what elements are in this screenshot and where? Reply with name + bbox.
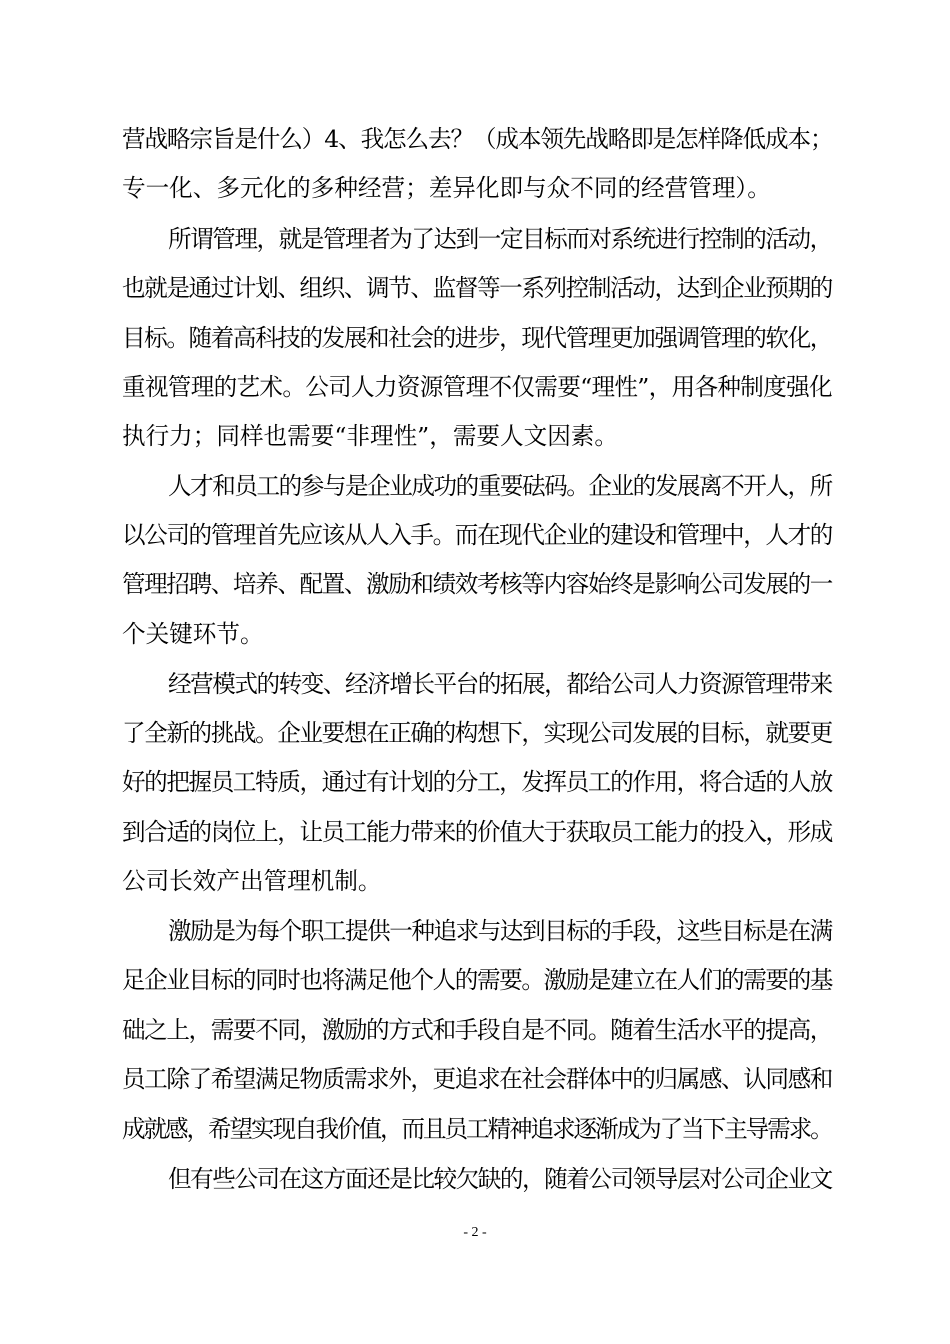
paragraph-2-line-1: 所谓管理，就是管理者为了达到一定目标而对系统进行控制的活动， (168, 225, 832, 253)
paragraph-1-line-1: 营战略宗旨是什么）4、我怎么去？（成本领先战略即是怎样降低成本； (122, 125, 833, 153)
paragraph-5-line-3: 础之上，需要不同，激励的方式和手段自是不同。随着生活水平的提高， (122, 1016, 832, 1044)
page-number: - 2 - (463, 1225, 487, 1240)
paragraph-5-line-5: 成就感，希望实现自我价值，而且员工精神追求逐渐成为了当下主导需求。 (122, 1115, 832, 1143)
paragraph-4-line-5: 公司长效产出管理机制。 (122, 867, 382, 895)
paragraph-5-line-1: 激励是为每个职工提供一种追求与达到目标的手段，这些目标是在满 (168, 917, 832, 945)
paragraph-4-line-3: 好的把握员工特质，通过有计划的分工，发挥员工的作用，将合适的人放 (122, 768, 832, 796)
paragraph-2-line-2: 也就是通过计划、组织、调节、监督等一系列控制活动，达到企业预期的 (122, 274, 832, 302)
paragraph-5-line-2: 足企业目标的同时也将满足他个人的需要。激励是建立在人们的需要的基 (122, 966, 832, 994)
paragraph-3-line-4: 个关键环节。 (122, 620, 264, 648)
paragraph-2-line-5: 执行力；同样也需要“非理性”，需要人文因素。 (122, 422, 618, 450)
paragraph-3-line-3: 管理招聘、培养、配置、激励和绩效考核等内容始终是影响公司发展的一 (122, 570, 832, 598)
paragraph-4-line-1: 经营模式的转变、经济增长平台的拓展，都给公司人力资源管理带来 (168, 670, 832, 698)
paragraph-3-line-2: 以公司的管理首先应该从人入手。而在现代企业的建设和管理中，人才的 (122, 521, 832, 549)
paragraph-1-line-2: 专一化、多元化的多种经营；差异化即与众不同的经营管理）。 (122, 174, 771, 202)
paragraph-2-line-4: 重视管理的艺术。公司人力资源管理不仅需要“理性”，用各种制度强化 (122, 373, 832, 401)
paragraph-4-line-4: 到合适的岗位上，让员工能力带来的价值大于获取员工能力的投入，形成 (122, 818, 832, 846)
paragraph-5-line-4: 员工除了希望满足物质需求外，更追求在社会群体中的归属感、认同感和 (122, 1065, 832, 1093)
paragraph-6-line-1: 但有些公司在这方面还是比较欠缺的，随着公司领导层对公司企业文 (168, 1165, 832, 1193)
paragraph-2-line-3: 目标。随着高科技的发展和社会的进步，现代管理更加强调管理的软化， (122, 324, 832, 352)
paragraph-3-line-1: 人才和员工的参与是企业成功的重要砝码。企业的发展离不开人，所 (168, 472, 832, 500)
paragraph-4-line-2: 了全新的挑战。企业要想在正确的构想下，实现公司发展的目标，就要更 (122, 719, 832, 747)
